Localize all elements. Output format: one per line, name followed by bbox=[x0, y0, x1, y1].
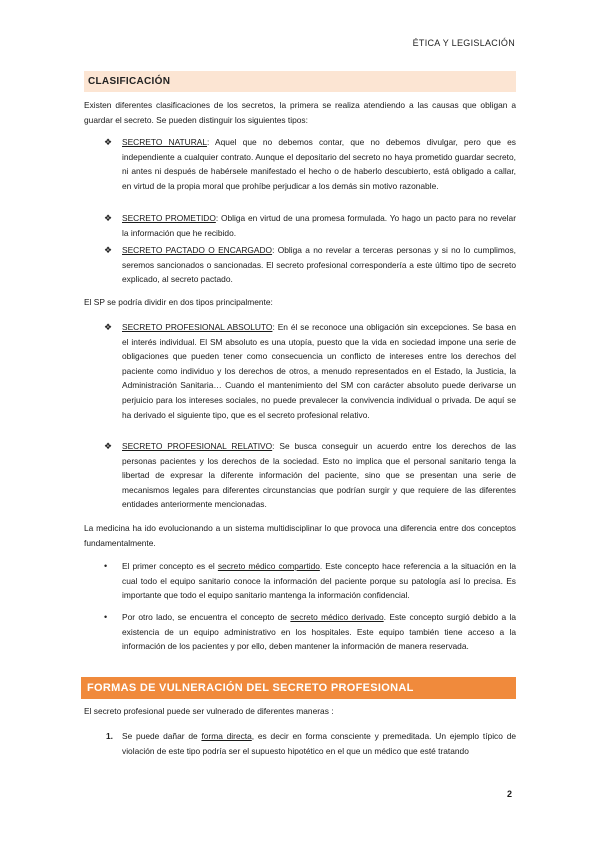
section-title: FORMAS DE VULNERACIÓN DEL SECRETO PROFESIONAL bbox=[87, 682, 414, 694]
section-title: CLASIFICACIÓN bbox=[88, 76, 171, 87]
term-label: secreto médico derivado bbox=[290, 612, 384, 622]
page-number: 2 bbox=[507, 789, 513, 799]
term-description: : Obliga a no revelar a terceras personas y si no lo cumplimos, seremos sancionados o sancionadas. El secreto profesional correspondería a este último tipo de secreto explicado, al secreto pactado. bbox=[122, 245, 516, 285]
list-item-secreto-prometido bbox=[122, 211, 516, 240]
term-description: : Obliga en virtud de una promesa formulada. Yo hago un pacto para no revelar la información que he recibido. bbox=[122, 213, 516, 238]
vulneracion-intro: El secreto profesional puede ser vulnerado de diferentes maneras : bbox=[84, 706, 334, 716]
term-label: SECRETO PROFESIONAL RELATIVO bbox=[122, 441, 273, 451]
term-label: forma directa bbox=[201, 731, 252, 741]
diamond-bullet-icon: ❖ bbox=[104, 245, 113, 255]
intro-paragraph: Existen diferentes clasificaciones de los secretos, la primera se realiza atendiendo a las causas que obligan a guardar el secreto. Se pueden distinguir los siguientes tipos: bbox=[84, 100, 516, 125]
section-heading-vulneracion bbox=[81, 677, 516, 699]
running-header: ÉTICA Y LEGISLACIÓN bbox=[412, 38, 515, 48]
section-heading-clasificacion bbox=[84, 71, 516, 92]
term-label: SECRETO PROFESIONAL ABSOLUTO bbox=[122, 322, 273, 332]
diamond-bullet-icon: ❖ bbox=[104, 137, 113, 147]
diamond-bullet-icon: ❖ bbox=[104, 322, 113, 332]
list-item-secreto-derivado: Por otro lado, se encuentra el concepto de secreto médico derivado. Este concepto surgió debido a la existencia de un equipo administrativo en los hospitales. Este equipo también tiene acceso a la información de los pacientes y por ello, deben mantener la información de manera reservada. bbox=[122, 612, 516, 652]
diamond-bullet-icon: ❖ bbox=[104, 213, 113, 223]
term-label: SECRETO PROMETIDO bbox=[122, 213, 216, 223]
number-marker: 1. bbox=[106, 731, 113, 741]
round-bullet-icon: • bbox=[104, 561, 108, 571]
list-item-secreto-absoluto bbox=[122, 320, 516, 422]
diamond-bullet-icon: ❖ bbox=[104, 441, 113, 451]
list-item-secreto-pactado bbox=[122, 243, 516, 287]
round-bullet-icon: • bbox=[104, 612, 108, 622]
term-label: SECRETO PACTADO O ENCARGADO bbox=[122, 245, 273, 255]
list-item-secreto-compartido: El primer concepto es el secreto médico compartido. Este concepto hace referencia a la situación en la cual todo el equipo sanitario conoce la información del paciente porque su patología así lo precisa. Es importante que todo el equipo sanitario mantenga la información confidencial. bbox=[122, 561, 517, 601]
evolution-paragraph: La medicina ha ido evolucionando a un sistema multidisciplinar lo que provoca una diferencia entre dos conceptos fundamentalmente. bbox=[84, 523, 516, 548]
list-item-secreto-relativo bbox=[122, 439, 516, 512]
term-description: : En él se reconoce una obligación sin excepciones. Se basa en el interés individual. El SM absoluto es una utopía, puesto que la vida en sociedad impone una serie de obligaciones que pueden tener como consecuencia un conflicto de intereses entre los derechos del paciente como individuo y los derechos de otros, a menudo representados en el Estado, la Justicia, la Administración Sanitaria… Cuando el mantenimiento del SM con carácter absoluto puede derivarse un perjuicio para los intereses sociales, no puede prevalecer la convivencia individual o privada. De aquí se ha derivado el siguiente tipo, que es el secreto profesional relativo. bbox=[122, 322, 516, 420]
term-description: : Se busca conseguir un acuerdo entre los derechos de las personas pacientes y los derechos de la sociedad. Esto no implica que el personal sanitario tenga la libertad de expresar la diferente información del paciente, sino que se presentan una serie de mecanismos legales para diferentes circunstancias que podrían surgir y que requiere de las diferentes entidades anteriormente mencionadas. bbox=[122, 441, 517, 510]
list-item-secreto-natural bbox=[122, 135, 516, 193]
sp-intro-paragraph: El SP se podría dividir en dos tipos principalmente: bbox=[84, 297, 273, 307]
term-label: secreto médico compartido bbox=[217, 561, 320, 571]
term-label: SECRETO NATURAL bbox=[122, 137, 207, 147]
term-description: : Aquel que no debemos contar, que no debemos divulgar, pero que es independiente a cualquier contrato. Aunque el depositario del secreto no haya prometido guardar secreto, ni antes ni después de habérsele manifestado el hecho o de haberlo descubierto, está obligado a callar, en virtud de la propia moral que prohíbe perjudicar a los demás sin motivo razonable. bbox=[122, 137, 516, 191]
list-item-forma-directa: Se puede dañar de forma directa, es decir en forma consciente y premeditada. Un ejemplo típico de violación de este tipo podría ser el supuesto hipotético en el que un médico que esté tratando bbox=[122, 731, 517, 756]
